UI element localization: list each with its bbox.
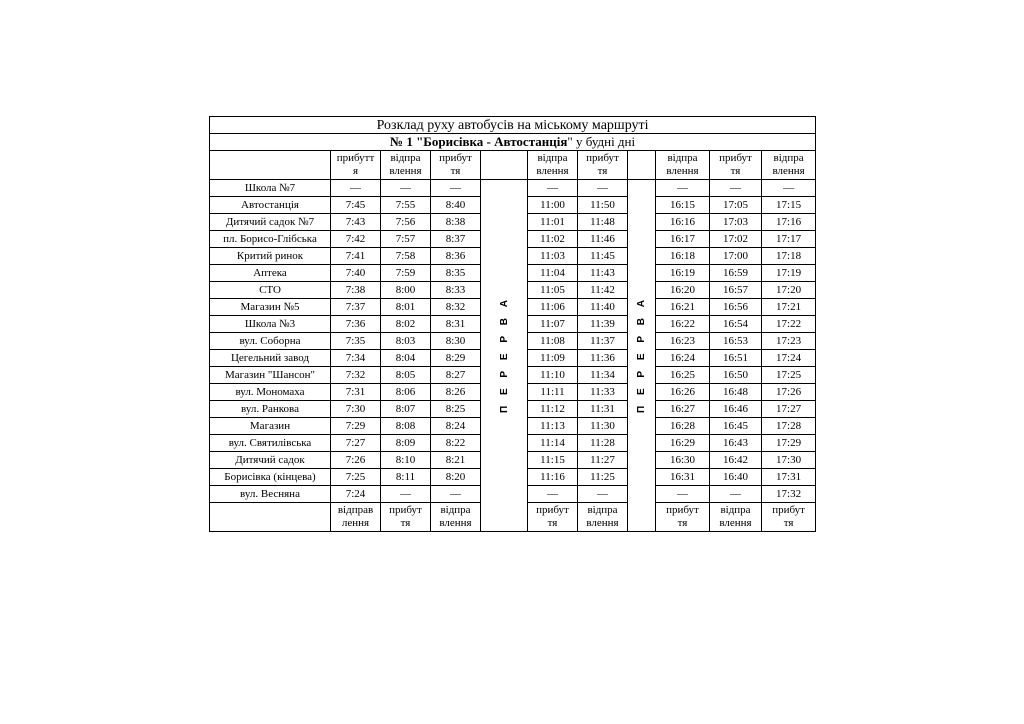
time-cell: 16:25 [656,367,710,384]
time-cell: 8:24 [431,418,481,435]
time-cell: 11:33 [578,384,628,401]
time-cell: 11:01 [528,214,578,231]
header-line: лення [341,517,370,529]
time-cell: 16:56 [710,299,762,316]
header-line: тя [450,165,461,177]
time-cell: 11:43 [578,265,628,282]
header-line: тя [400,517,411,529]
time-cell: 16:51 [710,350,762,367]
time-cell: 8:29 [431,350,481,367]
time-cell: 11:02 [528,231,578,248]
time-cell: 11:34 [578,367,628,384]
time-column-header [331,151,381,180]
time-cell: 16:50 [710,367,762,384]
time-cell: 11:27 [578,452,628,469]
time-cell: 7:41 [331,248,381,265]
time-cell: 11:16 [528,469,578,486]
time-cell: — [381,486,431,503]
time-column-header [381,151,431,180]
time-cell: 16:15 [656,197,710,214]
header-line: відпра [773,152,804,164]
time-cell: 8:26 [431,384,481,401]
time-cell: 16:43 [710,435,762,452]
time-cell: 7:31 [331,384,381,401]
time-cell: 8:05 [381,367,431,384]
time-cell: 16:30 [656,452,710,469]
time-cell: 8:32 [431,299,481,316]
time-cell: 8:11 [381,469,431,486]
time-cell: 8:20 [431,469,481,486]
time-cell: — [762,180,816,197]
stop-name: Борисівка (кінцева) [210,469,331,486]
time-column-header [762,503,816,532]
time-cell: 11:39 [578,316,628,333]
time-cell: — [431,180,481,197]
time-cell: 11:30 [578,418,628,435]
header-line: відправ [337,504,374,516]
time-cell: 7:35 [331,333,381,350]
time-cell: 8:04 [381,350,431,367]
schedule-table [209,116,816,532]
time-cell: 17:17 [762,231,816,248]
break-column [481,180,528,532]
stop-name: Магазин "Шансон" [210,367,331,384]
time-cell: 11:03 [528,248,578,265]
header-line: тя [597,165,608,177]
time-cell: 16:40 [710,469,762,486]
time-cell: 8:27 [431,367,481,384]
time-cell: 16:42 [710,452,762,469]
time-cell: 8:00 [381,282,431,299]
time-cell: 16:59 [710,265,762,282]
time-cell: 17:28 [762,418,816,435]
table-row [210,180,816,197]
time-cell: 16:24 [656,350,710,367]
stop-name: вул. Ранкова [210,401,331,418]
time-cell: 16:20 [656,282,710,299]
time-cell: 16:31 [656,469,710,486]
time-cell: 7:57 [381,231,431,248]
time-cell: 7:26 [331,452,381,469]
time-cell: 16:53 [710,333,762,350]
schedule-subtitle [210,134,816,151]
time-cell: 8:22 [431,435,481,452]
header-line: влення [772,165,805,177]
time-cell: 17:26 [762,384,816,401]
time-cell: 17:02 [710,231,762,248]
time-cell: 11:10 [528,367,578,384]
time-cell: 11:11 [528,384,578,401]
header-line: прибут [389,504,422,516]
time-cell: 16:46 [710,401,762,418]
stop-name: Дитячий садок [210,452,331,469]
time-cell: 11:07 [528,316,578,333]
header-line: тя [783,517,794,529]
time-cell: — [578,486,628,503]
stop-name: вул. Соборна [210,333,331,350]
time-cell: 17:19 [762,265,816,282]
time-cell: 17:20 [762,282,816,299]
time-cell: 11:25 [578,469,628,486]
time-cell: — [578,180,628,197]
stop-name: Цегельний завод [210,350,331,367]
time-cell: — [710,180,762,197]
time-cell: 8:38 [431,214,481,231]
time-cell: 8:10 [381,452,431,469]
time-cell: 7:38 [331,282,381,299]
time-cell: 16:16 [656,214,710,231]
time-cell: 11:15 [528,452,578,469]
time-cell: 11:13 [528,418,578,435]
time-cell: 11:50 [578,197,628,214]
header-line: відпра [390,152,421,164]
time-cell: 7:55 [381,197,431,214]
header-line: тя [730,165,741,177]
time-cell: — [381,180,431,197]
time-cell: 16:54 [710,316,762,333]
break-column [628,151,656,180]
time-cell: 17:21 [762,299,816,316]
time-cell: 11:31 [578,401,628,418]
time-column-header [431,151,481,180]
stop-name: Школа №7 [210,180,331,197]
time-column-header [656,503,710,532]
stop-name: вул. Святилівська [210,435,331,452]
time-cell: 11:48 [578,214,628,231]
time-cell: 11:04 [528,265,578,282]
header-line: прибут [772,504,805,516]
header-line: влення [586,517,619,529]
header-line: влення [719,517,752,529]
time-cell: 7:42 [331,231,381,248]
time-cell: 7:59 [381,265,431,282]
header-line: прибут [666,504,699,516]
time-cell: 8:06 [381,384,431,401]
time-cell: 7:40 [331,265,381,282]
time-cell: 8:07 [381,401,431,418]
time-cell: 8:25 [431,401,481,418]
time-cell: 17:23 [762,333,816,350]
time-cell: 7:24 [331,486,381,503]
time-cell: 16:48 [710,384,762,401]
time-cell: 11:28 [578,435,628,452]
time-cell: — [331,180,381,197]
stop-name: Критий ринок [210,248,331,265]
time-cell: 7:27 [331,435,381,452]
time-cell: 8:02 [381,316,431,333]
header-line: тя [547,517,558,529]
time-cell: 16:21 [656,299,710,316]
time-cell: 17:18 [762,248,816,265]
time-cell: 11:08 [528,333,578,350]
header-line: тя [677,517,688,529]
stop-column-header [210,151,331,180]
time-cell: 11:45 [578,248,628,265]
time-cell: 8:08 [381,418,431,435]
stop-name: Школа №3 [210,316,331,333]
subtitle-prefix: № 1 " [390,134,424,149]
header-line: прибутт [336,152,375,164]
time-cell: 11:42 [578,282,628,299]
break-label: П Е Р Е Р В А [498,295,510,413]
time-cell: 11:36 [578,350,628,367]
time-cell: — [528,486,578,503]
break-column [481,151,528,180]
header-line: прибут [586,152,619,164]
time-column-header [431,503,481,532]
time-cell: 17:16 [762,214,816,231]
time-cell: 11:06 [528,299,578,316]
route-name: Борисівка - Автостанція [423,134,568,149]
header-line: прибут [439,152,472,164]
stop-column-footer [210,503,331,532]
time-cell: 8:01 [381,299,431,316]
time-cell: 16:28 [656,418,710,435]
time-cell: 17:27 [762,401,816,418]
stop-name: вул. Весняна [210,486,331,503]
time-cell: — [656,486,710,503]
time-cell: 7:43 [331,214,381,231]
time-column-header [528,503,578,532]
stop-name: Автостанція [210,197,331,214]
time-column-header [528,151,578,180]
time-cell: 16:29 [656,435,710,452]
header-line: влення [666,165,699,177]
time-cell: 8:40 [431,197,481,214]
time-cell: 16:18 [656,248,710,265]
stop-name: вул. Мономаха [210,384,331,401]
time-cell: 7:56 [381,214,431,231]
subtitle-suffix: " у будні дні [567,134,636,149]
header-line: влення [439,517,472,529]
time-cell: 16:23 [656,333,710,350]
time-cell: 17:31 [762,469,816,486]
time-cell: 17:03 [710,214,762,231]
time-cell: 8:30 [431,333,481,350]
time-cell: 16:26 [656,384,710,401]
time-cell: 17:22 [762,316,816,333]
time-cell: 17:32 [762,486,816,503]
time-cell: — [431,486,481,503]
time-cell: 7:25 [331,469,381,486]
stop-name: СТО [210,282,331,299]
header-line: я [352,165,359,177]
time-cell: 17:30 [762,452,816,469]
time-cell: 16:27 [656,401,710,418]
time-cell: 16:19 [656,265,710,282]
time-column-header [710,503,762,532]
header-line: відпра [440,504,471,516]
time-cell: 17:29 [762,435,816,452]
header-line: влення [389,165,422,177]
header-line: відпра [720,504,751,516]
stop-name: пл. Борисо-Глібська [210,231,331,248]
time-cell: 7:29 [331,418,381,435]
time-cell: — [656,180,710,197]
time-cell: — [528,180,578,197]
time-column-header [710,151,762,180]
break-label: П Е Р Е Р В А [636,295,647,413]
time-cell: 8:09 [381,435,431,452]
time-cell: 8:36 [431,248,481,265]
time-cell: 7:58 [381,248,431,265]
time-cell: 11:40 [578,299,628,316]
header-line: влення [536,165,569,177]
time-cell: 8:21 [431,452,481,469]
time-cell: 8:31 [431,316,481,333]
time-cell: 8:33 [431,282,481,299]
time-column-header [578,503,628,532]
time-cell: 7:37 [331,299,381,316]
stop-name: Аптека [210,265,331,282]
time-cell: 17:15 [762,197,816,214]
header-line: відпра [537,152,568,164]
stop-name: Магазин №5 [210,299,331,316]
header-line: відпра [587,504,618,516]
schedule-title: Розклад руху автобусів на міському маршруті [210,117,816,134]
header-line: прибут [536,504,569,516]
time-cell: 7:30 [331,401,381,418]
time-cell: 16:17 [656,231,710,248]
time-column-header [656,151,710,180]
time-cell: 11:46 [578,231,628,248]
time-cell: 17:05 [710,197,762,214]
time-cell: 8:37 [431,231,481,248]
break-column [628,180,656,532]
time-cell: 7:45 [331,197,381,214]
time-cell: 11:09 [528,350,578,367]
time-column-header [762,151,816,180]
time-cell: 17:25 [762,367,816,384]
time-cell: 7:36 [331,316,381,333]
time-column-header [331,503,381,532]
time-cell: 7:34 [331,350,381,367]
time-cell: 16:45 [710,418,762,435]
stop-name: Магазин [210,418,331,435]
time-cell: 17:24 [762,350,816,367]
time-cell: 11:14 [528,435,578,452]
time-cell: 16:22 [656,316,710,333]
time-cell: 11:00 [528,197,578,214]
time-cell: 7:32 [331,367,381,384]
stop-name: Дитячий садок №7 [210,214,331,231]
time-column-header [578,151,628,180]
time-cell: 11:12 [528,401,578,418]
time-cell: 8:35 [431,265,481,282]
time-cell: 8:03 [381,333,431,350]
header-line: відпра [667,152,698,164]
time-cell: 11:37 [578,333,628,350]
header-line: прибут [719,152,752,164]
time-column-header [381,503,431,532]
time-cell: 11:05 [528,282,578,299]
time-cell: 16:57 [710,282,762,299]
time-cell: 17:00 [710,248,762,265]
time-cell: — [710,486,762,503]
